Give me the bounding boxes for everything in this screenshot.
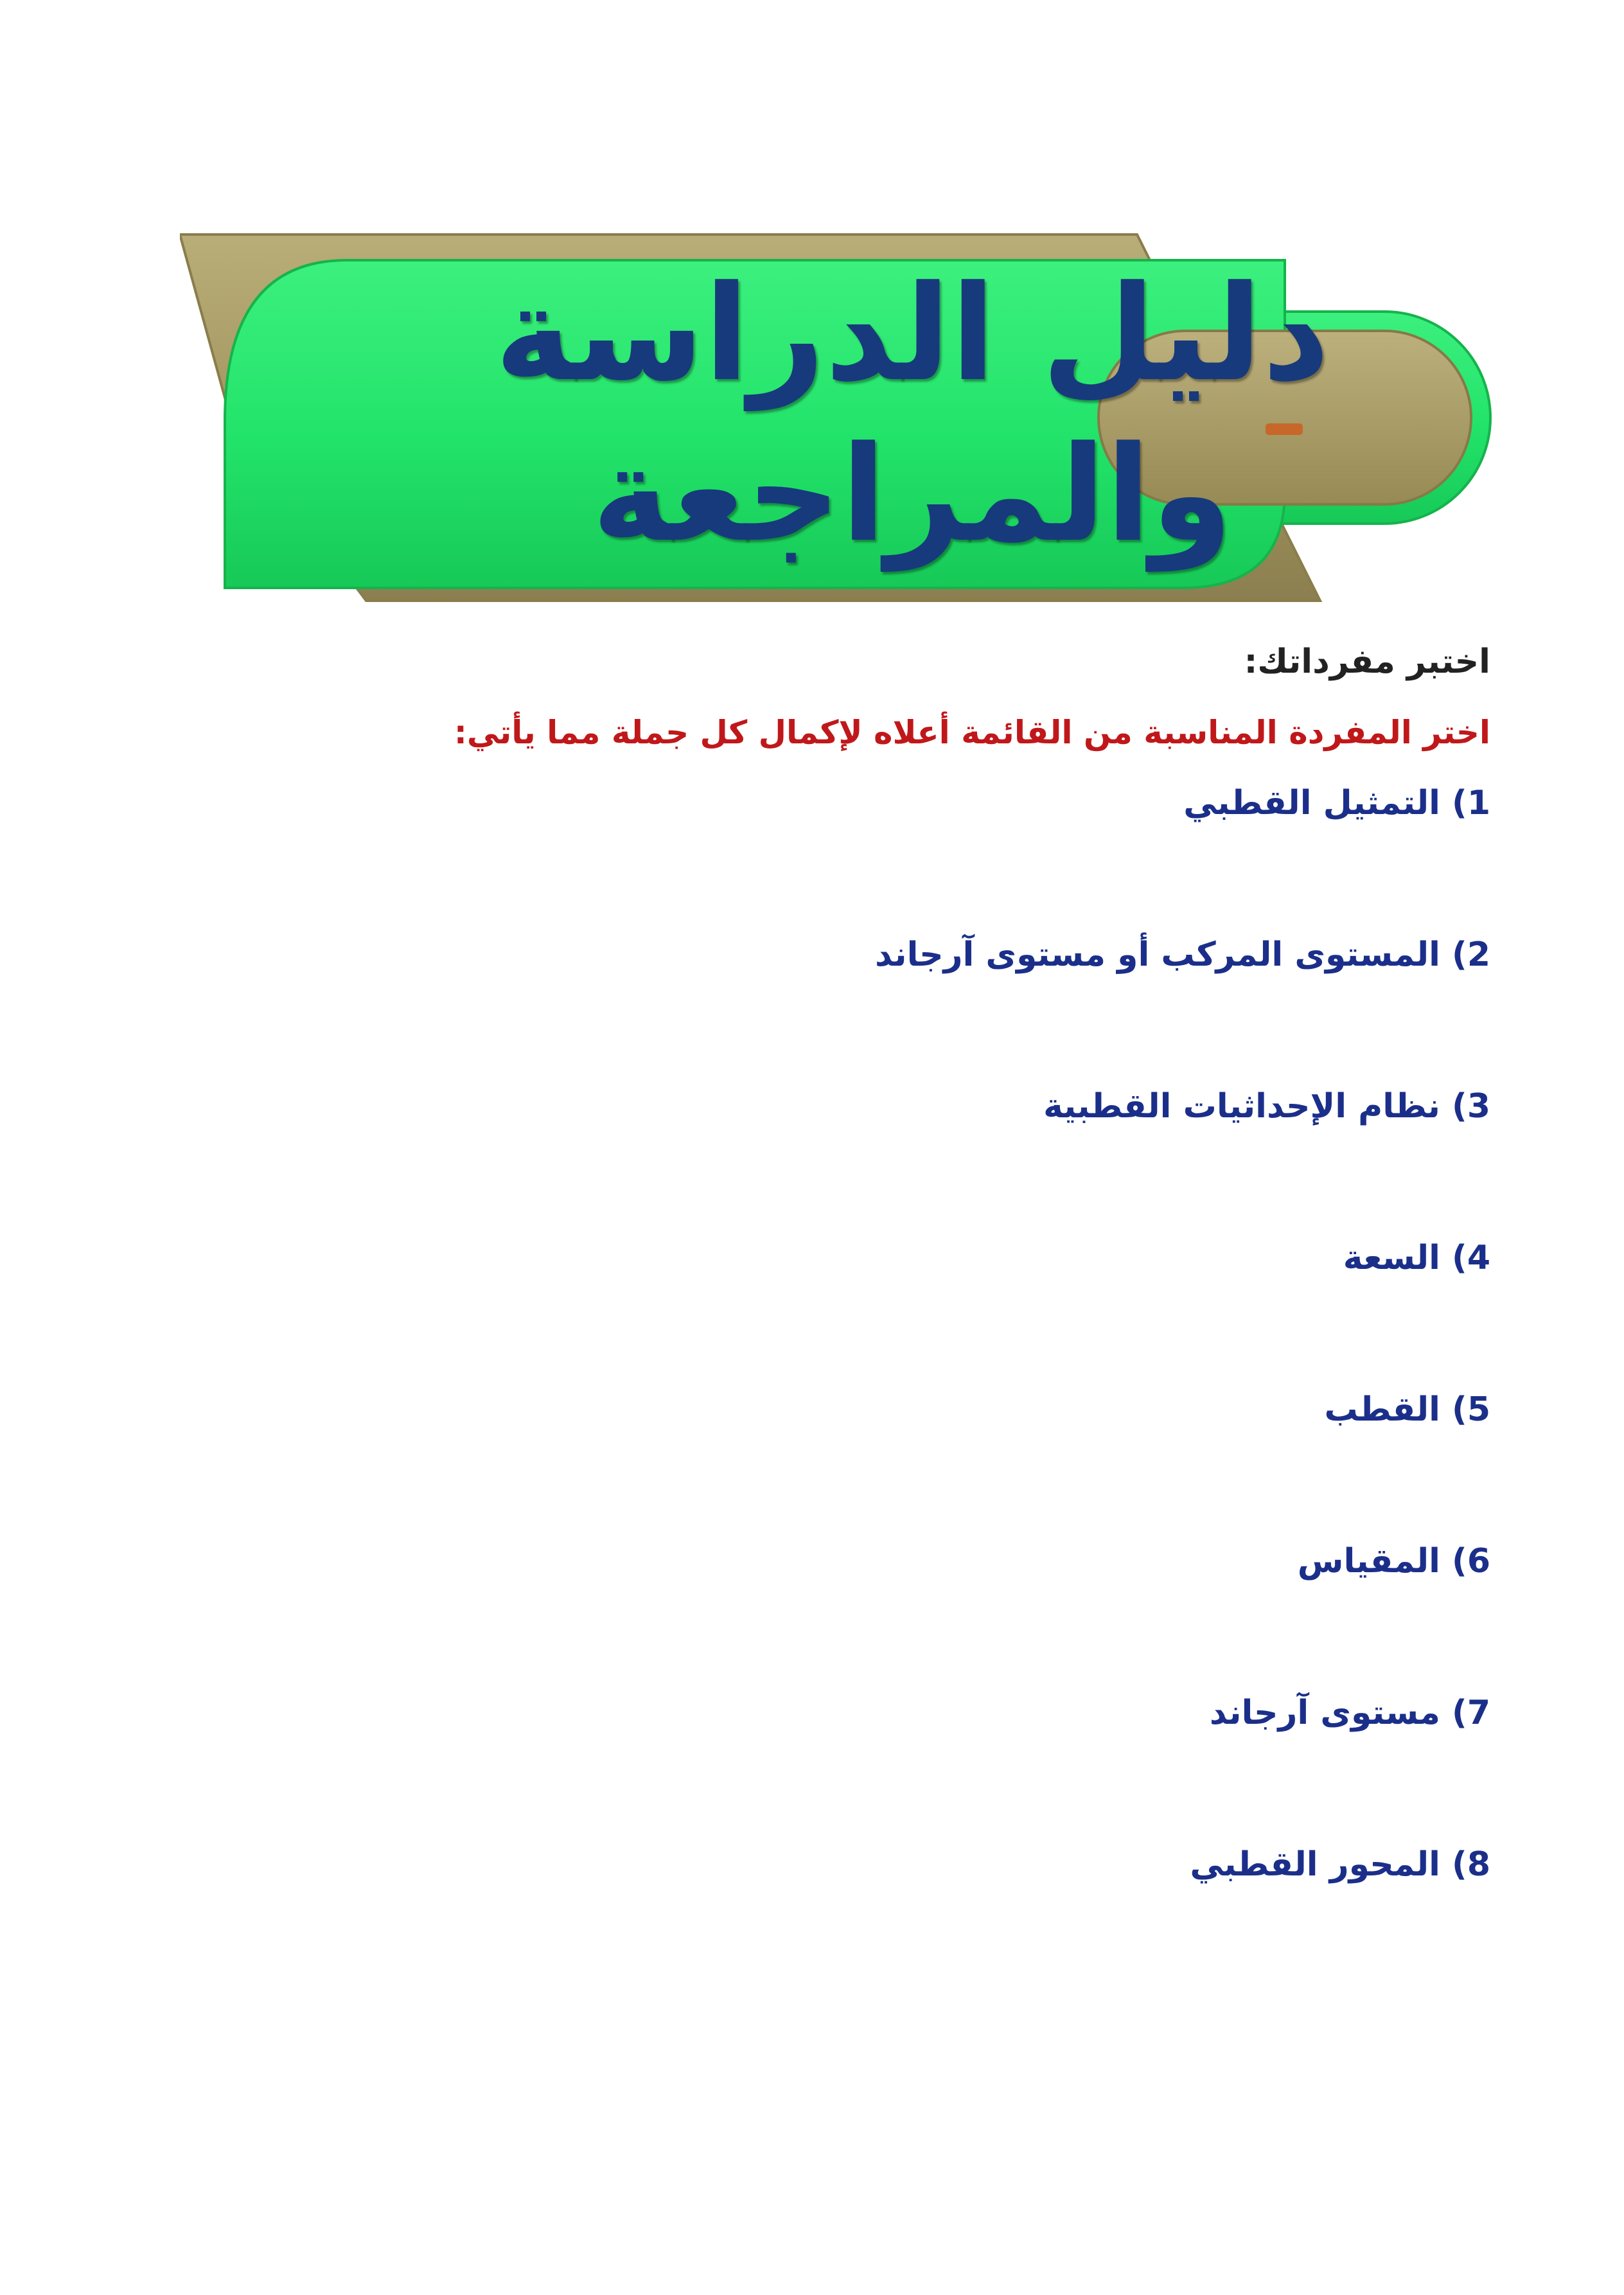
item-term: المستوى المركب أو مستوى آرجاند [875,935,1440,974]
banner-title-line1: دليل الدراسة [494,258,1330,411]
item-number: 6) [1452,1542,1490,1581]
list-item [565,774,1490,926]
item-number: 1) [1452,784,1490,822]
banner [180,228,1503,614]
item-number: 7) [1452,1694,1490,1732]
list-item [565,1381,1490,1532]
item-number: 4) [1452,1239,1490,1277]
vocab-instruction: اختر المفردة المناسبة من القائمة أعلاه لإكمال كل جملة مما يأتي: [454,714,1490,751]
list-item [565,1532,1490,1684]
list-item [565,1684,1490,1836]
item-number: 2) [1452,935,1490,974]
item-number: 8) [1452,1845,1490,1884]
item-term: مستوى آرجاند [1209,1694,1440,1732]
list-item [565,1836,1490,1987]
item-term: التمثيل القطبي [1183,784,1440,822]
banner-title-line2: والمراجعة [592,418,1233,571]
item-number: 3) [1452,1087,1490,1126]
item-term: المقياس [1297,1542,1440,1581]
banner-title [392,254,1433,588]
list-item [565,1077,1490,1229]
vocab-heading: اختبر مفرداتك: [1244,642,1490,681]
item-term: القطب [1324,1390,1440,1429]
item-term: نظام الإحداثيات القطبية [1043,1087,1440,1126]
item-term: المحور القطبي [1190,1845,1440,1884]
list-item [565,1229,1490,1381]
vocab-list [565,774,1490,1987]
item-number: 5) [1452,1390,1490,1429]
item-term: السعة [1343,1239,1440,1277]
list-item [565,926,1490,1077]
vocab-section [454,633,1490,1987]
